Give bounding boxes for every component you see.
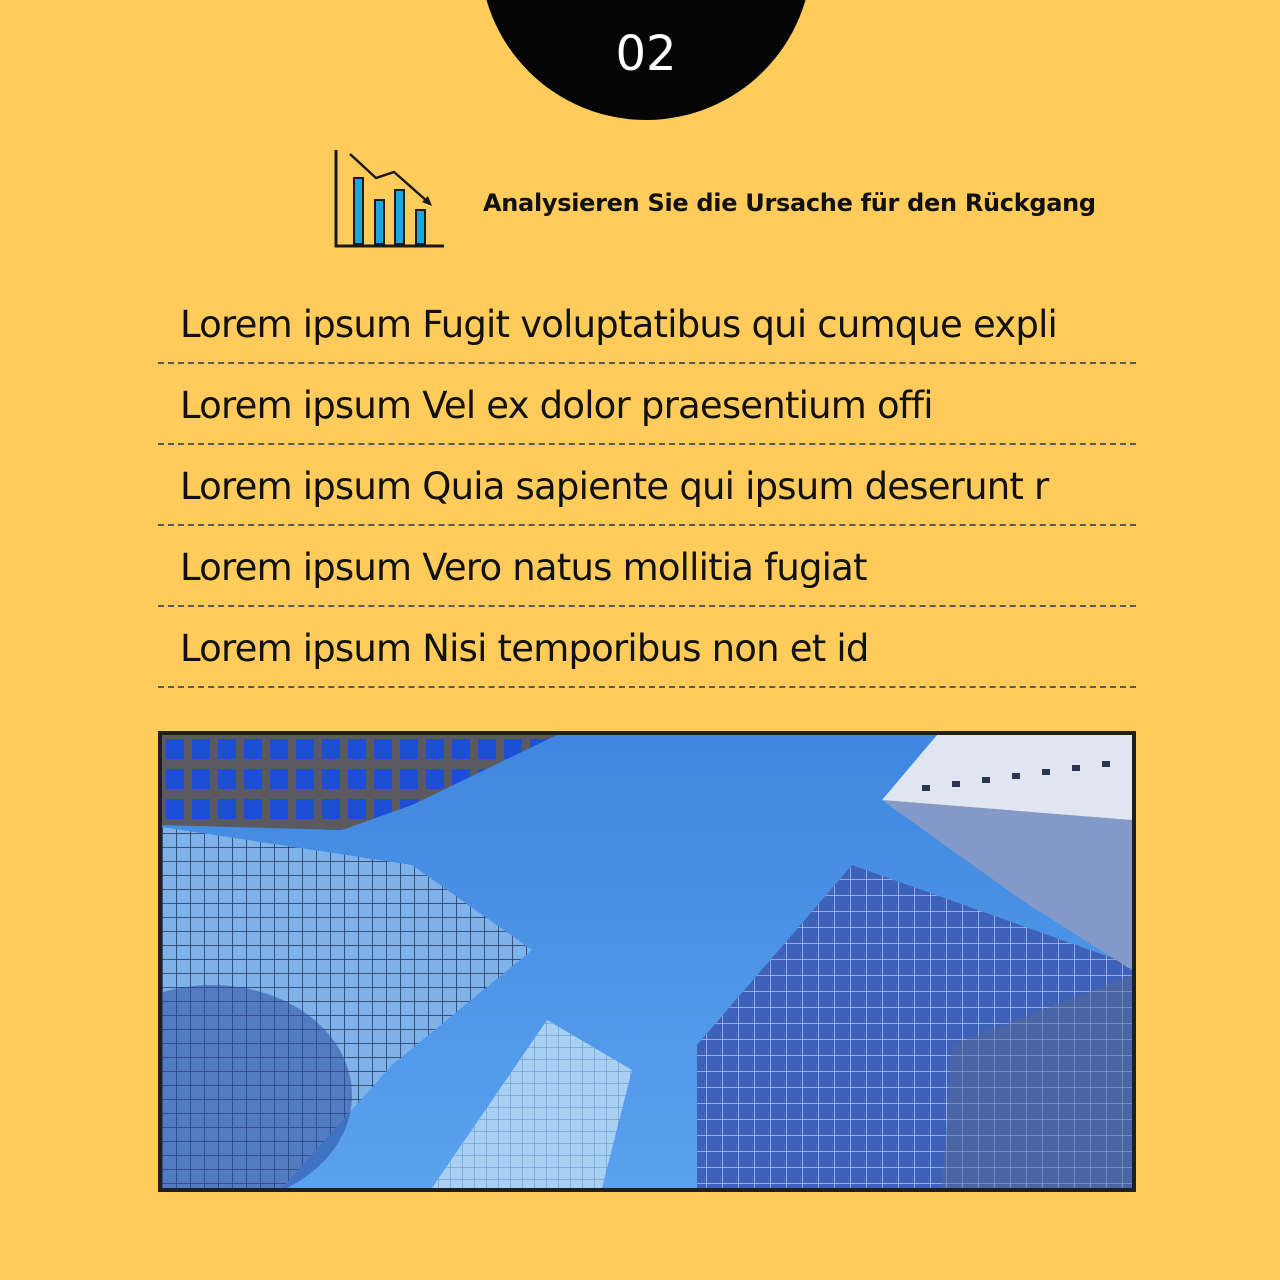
list-item: Lorem ipsum Nisi temporibus non et id (158, 607, 1136, 688)
list-item: Lorem ipsum Vel ex dolor praesentium offi (158, 364, 1136, 445)
declining-chart-icon (332, 148, 448, 250)
list-item: Lorem ipsum Fugit voluptatibus qui cumque expli (158, 283, 1136, 364)
skyscrapers-image (162, 735, 1132, 1188)
item-list (158, 283, 1136, 688)
list-item: Lorem ipsum Vero natus mollitia fugiat (158, 526, 1136, 607)
skyscrapers-photo (158, 731, 1136, 1192)
step-number: 02 (615, 26, 677, 82)
section-heading: Analysieren Sie die Ursache für den Rückgang (483, 189, 1096, 217)
list-item: Lorem ipsum Quia sapiente qui ipsum deserunt r (158, 445, 1136, 526)
